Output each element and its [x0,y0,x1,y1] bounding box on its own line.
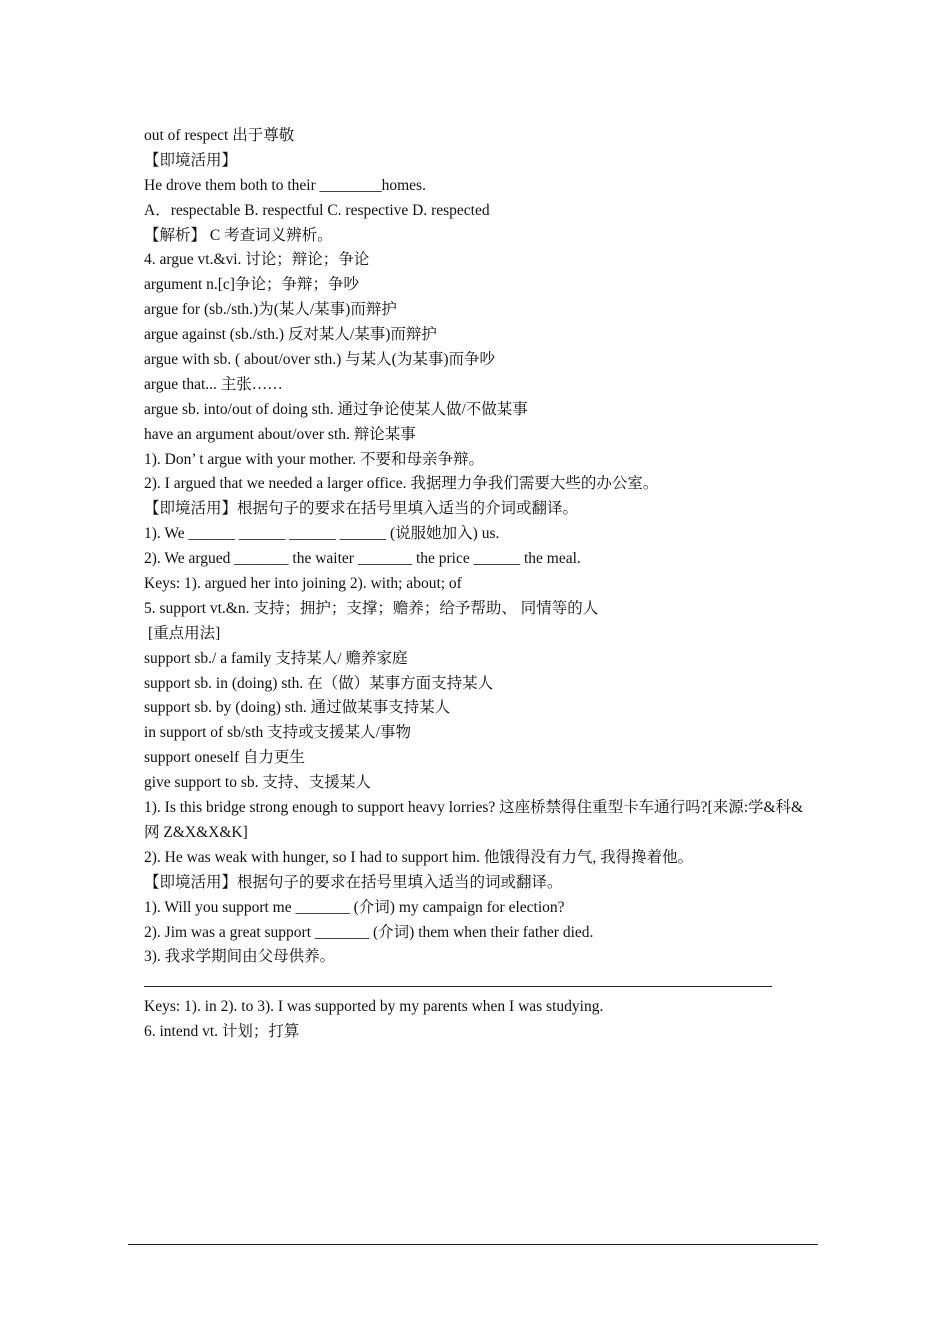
text-line: argue sb. into/out of doing sth. 通过争论使某人做/不做某事 [144,400,528,418]
text-line: argue with sb. ( about/over sth.) 与某人(为某事)而争吵 [144,351,495,369]
text-line: argue against (sb./sth.) 反对某人/某事)而辩护 [144,326,437,344]
text-line: support sb./ a family 支持某人/ 赡养家庭 [144,649,408,667]
example-sentence: 2). I argued that we needed a larger office. 我据理力争我们需要大些的办公室。 [144,475,659,493]
exercise-question: 1). Will you support me _______ (介词) my campaign for election? [144,898,565,916]
answer-keys: Keys: 1). argued her into joining 2). with; about; of [144,575,462,593]
example-sentence: 1). Don’ t argue with your mother. 不要和母亲争辩。 [144,450,484,468]
answer-explanation: 【解析】 C 考查词义辨析。 [144,226,333,244]
text-line: argue that... 主张…… [144,375,283,393]
exercise-question: 1). We ______ ______ ______ ______ (说服她加入) us. [144,525,500,543]
section-heading: 【即境活用】 [144,151,238,169]
exercise-question: He drove them both to their ________homes. [144,176,426,194]
exercise-question: 2). Jim was a great support _______ (介词) them when their father died. [144,923,594,941]
text-line: give support to sb. 支持、支援某人 [144,774,371,792]
footer-divider [128,1244,818,1245]
vocab-entry-heading: 4. argue vt.&vi. 讨论；辩论；争论 [144,251,370,269]
text-line: argue for (sb./sth.)为(某人/某事)而辩护 [144,301,397,319]
section-heading: 【即境活用】根据句子的要求在括号里填入适当的词或翻译。 [144,873,563,891]
text-line: have an argument about/over sth. 辩论某事 [144,425,416,443]
text-line: support sb. by (doing) sth. 通过做某事支持某人 [144,699,451,717]
text-line: out of respect 出于尊敬 [144,127,295,144]
section-heading: [重点用法] [148,624,221,642]
exercise-question: 2). We argued _______ the waiter _______ the price ______ the meal. [144,550,581,568]
answer-blank-line [144,970,824,995]
vocab-entry-heading: 6. intend vt. 计划；打算 [144,1023,300,1041]
blank-rule [144,986,772,987]
example-sentence: 2). He was weak with hunger, so I had to support him. 他饿得没有力气, 我得搀着他。 [144,848,694,866]
vocab-entry-heading: 5. support vt.&n. 支持；拥护；支撑；赡养；给予帮助、 同情等的人 [144,599,599,617]
text-line: support oneself 自力更生 [144,749,306,767]
example-sentence: 1). Is this bridge strong enough to support heavy lorries? 这座桥禁得住重型卡车通行吗?[来源:学&科&网 Z&X&X&K] [144,799,804,841]
exercise-question: 3). 我求学期间由父母供养。 [144,948,336,966]
text-line: argument n.[c]争论；争辩；争吵 [144,276,359,294]
text-line: support sb. in (doing) sth. 在（做）某事方面支持某人 [144,674,494,692]
answer-keys: Keys: 1). in 2). to 3). I was supported by my parents when I was studying. [144,998,604,1016]
exercise-options: A．respectable B. respectful C. respective D. respected [144,201,490,219]
text-line: in support of sb/sth 支持或支援某人/事物 [144,724,411,742]
document-body [144,124,824,1045]
section-heading: 【即境活用】根据句子的要求在括号里填入适当的介词或翻译。 [144,500,579,518]
